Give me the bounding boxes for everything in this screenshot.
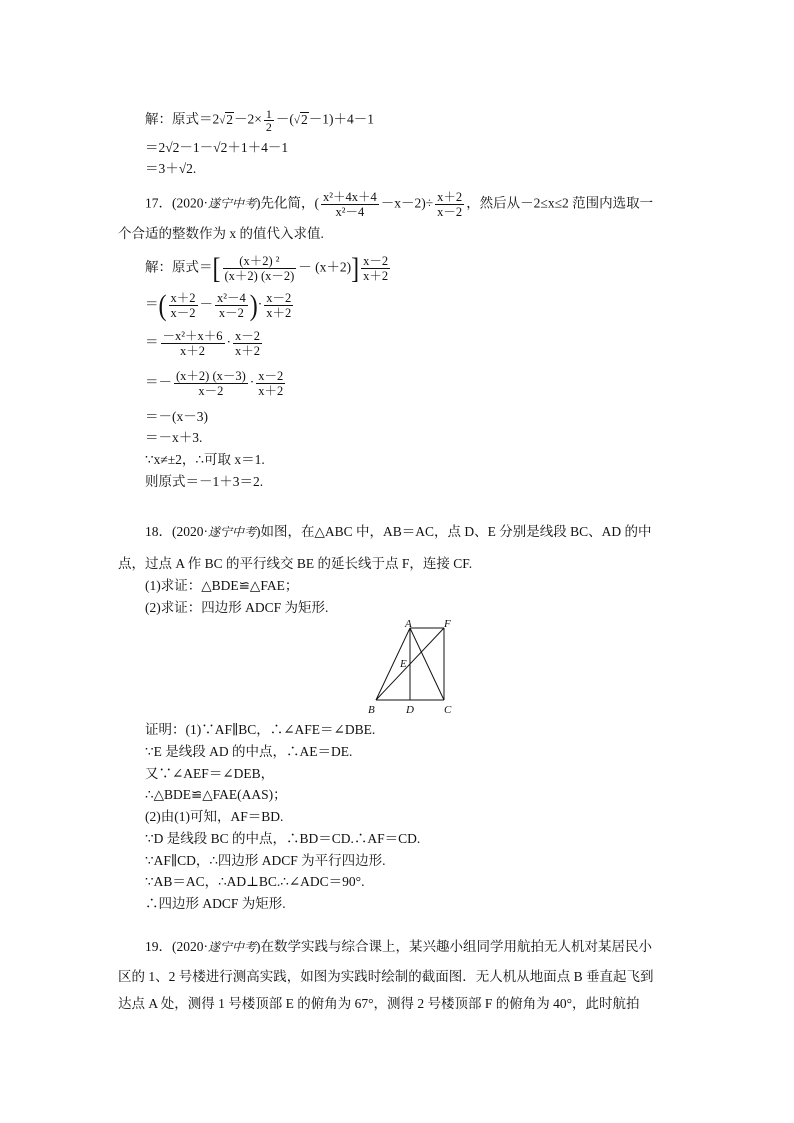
q19-line2: 区的 1、2 号楼进行测高实践，如图为实践时绘制的截面图．无人机从地面点 B 垂直起飞到 xyxy=(118,969,654,984)
q19-line3: 达点 A 处，测得 1 号楼顶部 E 的俯角为 67°，测得 2 号楼顶部 F 的俯角为 40°，此时航拍 xyxy=(118,996,640,1011)
sol17-step7: ∵x≠±2，∴可取 x＝1. xyxy=(145,452,265,467)
q17-line2: 个合适的整数作为 x 的值代入求值. xyxy=(118,226,324,241)
proof18-line2: ∵E 是线段 AD 的中点，∴AE＝DE. xyxy=(145,744,353,759)
q17-line1: 17．(2020·遂宁中考)先化简，( $\frac{\text{x²＋4x＋4}}{\text{x²－4}}$ －x－2)÷ $\frac{x+2}{x-2}$ ，然后从－2≤x≤2 范围内选取一 xyxy=(145,190,654,219)
sol16-line2: ＝2√2－1－√2＋1＋4－1 xyxy=(145,140,289,155)
proof18-line4: ∴△BDE≌△FAE(AAS)； xyxy=(145,787,287,802)
sol17-step4: ＝－ $\frac{(x+2) (x-3)}{x-2}$ · $\frac{x-2}{x+2}$ xyxy=(145,369,284,398)
q18-line2: 点，过点 A 作 BC 的平行线交 BE 的延长线于点 F，连接 CF. xyxy=(118,556,473,571)
proof18-line1: 证明：(1)∵AF∥BC，∴∠AFE＝∠DBE. xyxy=(145,722,376,737)
label-D: D xyxy=(406,704,414,716)
label-E: E xyxy=(400,658,407,670)
q18-part2: (2)求证：四边形 ADCF 为矩形. xyxy=(145,600,329,615)
sol17-step1: 解：原式＝[ $\frac{\text{(x＋2) ²}}{(x+2) (x-2)}$ － (x＋2)] $\frac{x-2}{x+2}$ xyxy=(145,252,389,285)
proof18-line9: ∴四边形 ADCF 为矩形. xyxy=(145,896,286,911)
proof18-line3: 又∵∠AEF＝∠DEB， xyxy=(145,766,275,781)
fraction-half: $\frac{1}{2}$ xyxy=(265,107,272,134)
sol17-step5: ＝－(x－3) xyxy=(145,409,208,424)
sol17-fraction-b: $\frac{x-2}{x+2}$ xyxy=(363,254,389,283)
sol17-fraction-a: $\frac{\text{(x＋2) ²}}{(x+2) (x-2)}$ xyxy=(224,254,295,283)
proof18-line5: (2)由(1)可知，AF＝BD. xyxy=(145,809,284,824)
label-A: A xyxy=(405,620,412,630)
q19-line1: 19．(2020·遂宁中考)在数学实践与综合课上，某兴趣小组同学用航拍无人机对某居民小 xyxy=(145,939,653,954)
label-F: F xyxy=(444,620,451,630)
q18-part1: (1)求证：△BDE≌△FAE； xyxy=(145,578,299,593)
geometry-figure xyxy=(360,620,470,718)
sol17-step6: ＝－x＋3. xyxy=(145,430,203,445)
proof18-line8: ∵AB＝AC，∴AD⊥BC.∴∠ADC＝90°. xyxy=(145,874,365,889)
label-C: C xyxy=(444,704,452,716)
sol17-step8: 则原式＝－1＋3＝2. xyxy=(145,474,264,489)
sol17-step3: ＝ $\frac{\text{－x²＋x＋6}}{x+2}$ · $\frac{x-2}{x+2}$ xyxy=(145,329,261,358)
label-B: B xyxy=(368,704,375,716)
sol16-line3: ＝3＋√2. xyxy=(145,161,197,176)
q17-fraction-2: $\frac{x+2}{x-2}$ xyxy=(437,190,463,219)
proof18-line7: ∵AF∥CD，∴四边形 ADCF 为平行四边形. xyxy=(145,853,386,868)
q18-line1: 18．(2020·遂宁中考)如图，在△ABC 中，AB＝AC，点 D、E 分别是线段 BC、AD 的中 xyxy=(145,524,652,539)
sol17-step2: ＝( $\frac{x+2}{x-2}$ － $\frac{\text{x²－4}}{x-2}$ )· $\frac{x-2}{x+2}$ xyxy=(145,289,292,322)
proof18-line6: ∵D 是线段 BC 的中点，∴BD＝CD.∴AF＝CD. xyxy=(145,831,421,846)
sol16-line1: 解：原式＝2√2－2× $\frac{1}{2}$ －(√2－1)＋4－1 xyxy=(145,107,374,134)
q17-fraction-1: $\frac{\text{x²＋4x＋4}}{\text{x²－4}}$ xyxy=(323,190,377,219)
